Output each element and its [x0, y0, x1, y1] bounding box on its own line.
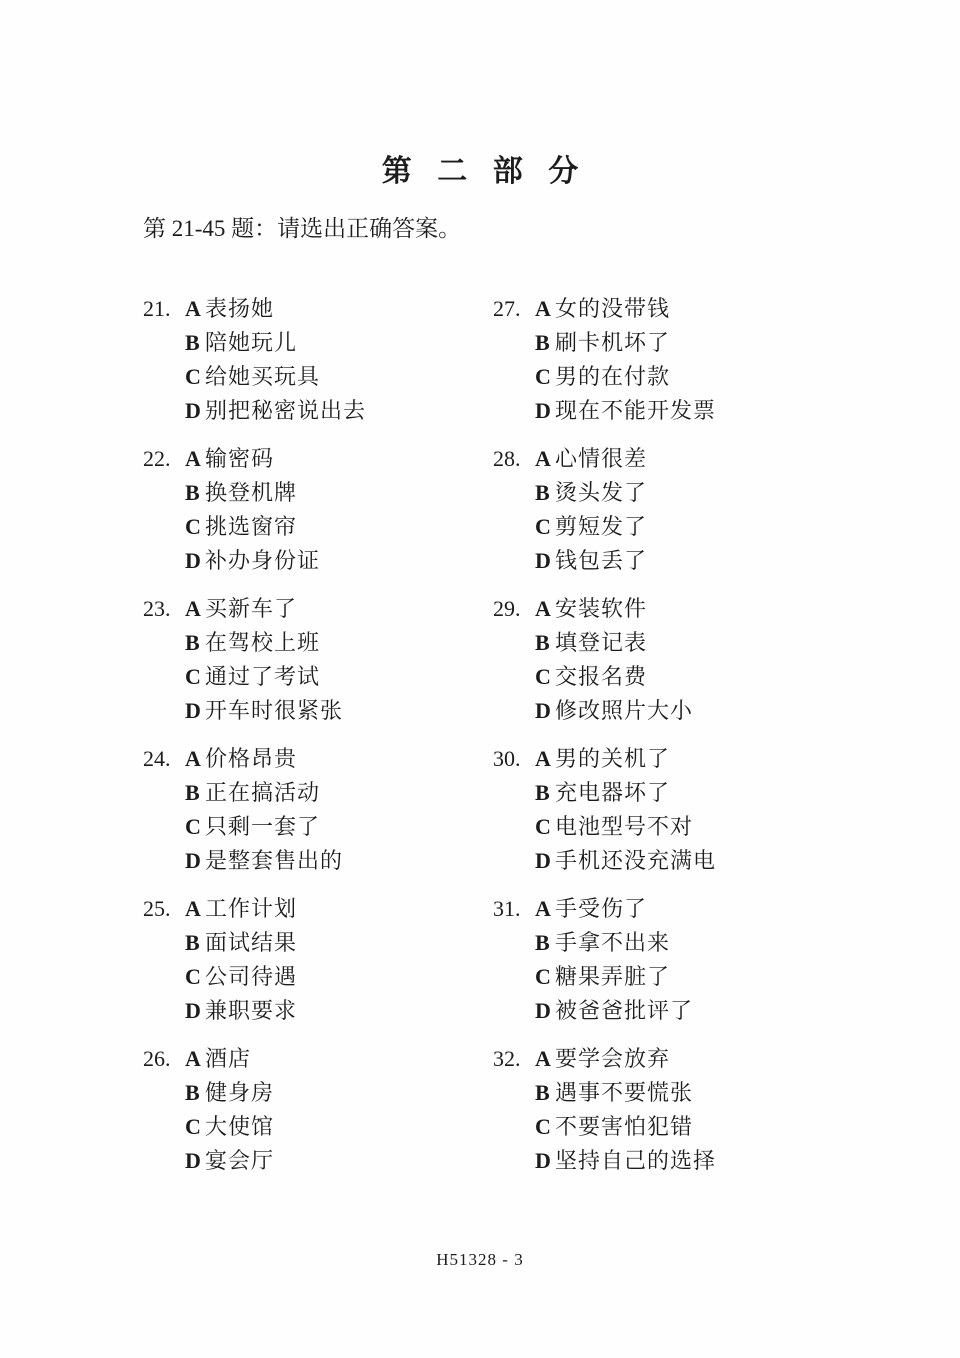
option-text: 陪她玩儿: [205, 330, 298, 355]
option-letter: A: [535, 1046, 551, 1071]
question-block: [143, 1042, 493, 1178]
option-text: 换登机牌: [205, 480, 298, 505]
option-text: 公司待遇: [205, 964, 298, 989]
option-text: 是整套售出的: [205, 848, 344, 873]
option-letter: B: [535, 630, 550, 655]
option-row: [493, 694, 843, 728]
option-row: [493, 1076, 843, 1110]
option-letter: A: [535, 446, 551, 471]
option-row: [493, 442, 843, 476]
option-row: [143, 442, 493, 476]
question-number: 22.: [143, 446, 171, 471]
option-letter: C: [535, 364, 551, 389]
option-text: 要学会放弃: [555, 1046, 671, 1071]
option-text: 别把秘密说出去: [205, 398, 367, 423]
option-row: [143, 544, 493, 578]
option-row: [493, 660, 843, 694]
question-number: 29.: [493, 596, 521, 621]
question-number: 25.: [143, 896, 171, 921]
option-letter: B: [185, 930, 200, 955]
option-text: 大使馆: [205, 1114, 275, 1139]
option-text: 只剩一套了: [205, 814, 321, 839]
option-row: [143, 994, 493, 1028]
option-letter: D: [535, 548, 551, 573]
option-row: [493, 1042, 843, 1076]
option-text: 挑选窗帘: [205, 514, 298, 539]
option-letter: D: [535, 698, 551, 723]
option-text: 修改照片大小: [555, 698, 694, 723]
question-block: [493, 742, 843, 878]
question-block: [493, 442, 843, 578]
option-row: [143, 510, 493, 544]
option-text: 手受伤了: [555, 896, 648, 921]
option-letter: D: [185, 998, 201, 1023]
option-text: 面试结果: [205, 930, 298, 955]
option-row: [493, 360, 843, 394]
option-text: 剪短发了: [555, 514, 648, 539]
option-row: [493, 476, 843, 510]
option-text: 开车时很紧张: [205, 698, 344, 723]
option-row: [143, 1042, 493, 1076]
option-text: 输密码: [205, 446, 275, 471]
option-letter: D: [185, 848, 201, 873]
option-letter: B: [185, 480, 200, 505]
option-letter: A: [535, 896, 551, 921]
option-row: [143, 360, 493, 394]
option-letter: A: [535, 296, 551, 321]
option-letter: D: [185, 1148, 201, 1173]
option-text: 买新车了: [205, 596, 298, 621]
question-number: 23.: [143, 596, 171, 621]
option-row: [143, 660, 493, 694]
option-letter: B: [535, 480, 550, 505]
option-text: 给她买玩具: [205, 364, 321, 389]
option-row: [143, 1110, 493, 1144]
option-row: [493, 510, 843, 544]
question-block: [493, 592, 843, 728]
option-row: [143, 844, 493, 878]
option-row: [143, 1076, 493, 1110]
option-letter: D: [535, 848, 551, 873]
option-letter: A: [185, 746, 201, 771]
option-text: 填登记表: [555, 630, 648, 655]
option-letter: C: [185, 814, 201, 839]
option-text: 宴会厅: [205, 1148, 275, 1173]
option-text: 糖果弄脏了: [555, 964, 671, 989]
option-text: 表扬她: [205, 296, 275, 321]
option-letter: B: [185, 330, 200, 355]
question-block: [493, 892, 843, 1028]
instruction-text: 第 21-45 题：请选出正确答案。: [143, 216, 462, 241]
option-letter: A: [185, 596, 201, 621]
option-row: [493, 960, 843, 994]
option-text: 男的在付款: [555, 364, 671, 389]
option-row: [493, 544, 843, 578]
option-text: 男的关机了: [555, 746, 671, 771]
option-text: 补办身份证: [205, 548, 321, 573]
option-letter: A: [185, 1046, 201, 1071]
option-text: 交报名费: [555, 664, 648, 689]
option-letter: D: [185, 398, 201, 423]
question-number: 24.: [143, 746, 171, 771]
option-row: [493, 292, 843, 326]
option-row: [493, 994, 843, 1028]
option-text: 遇事不要慌张: [555, 1080, 694, 1105]
question-column-right: [493, 292, 843, 1192]
option-row: [493, 810, 843, 844]
option-letter: A: [185, 896, 201, 921]
option-text: 女的没带钱: [555, 296, 671, 321]
option-row: [143, 742, 493, 776]
option-row: [143, 292, 493, 326]
option-letter: B: [535, 930, 550, 955]
option-row: [493, 742, 843, 776]
option-letter: B: [535, 780, 550, 805]
option-row: [143, 776, 493, 810]
question-number: 26.: [143, 1046, 171, 1071]
option-row: [143, 476, 493, 510]
option-text: 通过了考试: [205, 664, 321, 689]
option-text: 被爸爸批评了: [555, 998, 694, 1023]
option-row: [493, 844, 843, 878]
option-row: [143, 326, 493, 360]
option-text: 钱包丢了: [555, 548, 648, 573]
option-letter: C: [535, 664, 551, 689]
option-text: 在驾校上班: [205, 630, 321, 655]
question-block: [143, 592, 493, 728]
option-row: [143, 926, 493, 960]
option-row: [493, 1110, 843, 1144]
option-letter: D: [185, 698, 201, 723]
option-text: 电池型号不对: [555, 814, 694, 839]
option-letter: B: [535, 1080, 550, 1105]
option-letter: A: [185, 296, 201, 321]
option-row: [493, 326, 843, 360]
question-number: 30.: [493, 746, 521, 771]
option-text: 酒店: [205, 1046, 252, 1071]
option-letter: B: [535, 330, 550, 355]
question-number: 31.: [493, 896, 521, 921]
option-letter: D: [535, 1148, 551, 1173]
section-title: 第 二 部 分: [381, 155, 588, 188]
option-text: 现在不能开发票: [555, 398, 717, 423]
option-text: 手机还没充满电: [555, 848, 717, 873]
option-row: [493, 394, 843, 428]
option-row: [493, 776, 843, 810]
option-row: [143, 810, 493, 844]
option-letter: C: [535, 514, 551, 539]
option-text: 兼职要求: [205, 998, 298, 1023]
option-text: 手拿不出来: [555, 930, 671, 955]
option-text: 心情很差: [555, 446, 648, 471]
page-footer: H51328 - 3: [436, 1250, 524, 1269]
option-letter: C: [185, 364, 201, 389]
option-letter: C: [185, 1114, 201, 1139]
option-row: [143, 626, 493, 660]
question-block: [493, 292, 843, 428]
option-text: 充电器坏了: [555, 780, 671, 805]
option-letter: A: [535, 746, 551, 771]
option-letter: D: [185, 548, 201, 573]
option-letter: B: [185, 1080, 200, 1105]
option-letter: C: [185, 664, 201, 689]
question-number: 28.: [493, 446, 521, 471]
option-row: [493, 626, 843, 660]
option-row: [493, 892, 843, 926]
question-column-left: [143, 292, 493, 1192]
option-letter: B: [185, 630, 200, 655]
option-text: 价格昂贵: [205, 746, 298, 771]
option-text: 工作计划: [205, 896, 298, 921]
question-number: 27.: [493, 296, 521, 321]
option-text: 不要害怕犯错: [555, 1114, 694, 1139]
option-letter: B: [185, 780, 200, 805]
option-row: [143, 960, 493, 994]
question-block: [493, 1042, 843, 1178]
option-letter: A: [185, 446, 201, 471]
option-letter: C: [535, 964, 551, 989]
option-letter: D: [535, 398, 551, 423]
question-columns: [143, 292, 960, 1192]
question-block: [143, 442, 493, 578]
option-text: 烫头发了: [555, 480, 648, 505]
option-row: [143, 694, 493, 728]
option-row: [143, 394, 493, 428]
question-block: [143, 892, 493, 1028]
option-letter: D: [535, 998, 551, 1023]
option-letter: C: [185, 514, 201, 539]
option-row: [143, 892, 493, 926]
question-number: 21.: [143, 296, 171, 321]
option-row: [143, 1144, 493, 1178]
option-row: [493, 926, 843, 960]
option-text: 坚持自己的选择: [555, 1148, 717, 1173]
option-letter: C: [535, 1114, 551, 1139]
option-row: [493, 1144, 843, 1178]
option-letter: A: [535, 596, 551, 621]
option-text: 健身房: [205, 1080, 275, 1105]
option-row: [143, 592, 493, 626]
option-text: 刷卡机坏了: [555, 330, 671, 355]
option-letter: C: [535, 814, 551, 839]
question-block: [143, 742, 493, 878]
option-text: 安装软件: [555, 596, 648, 621]
option-text: 正在搞活动: [205, 780, 321, 805]
option-letter: C: [185, 964, 201, 989]
question-number: 32.: [493, 1046, 521, 1071]
option-row: [493, 592, 843, 626]
question-block: [143, 292, 493, 428]
